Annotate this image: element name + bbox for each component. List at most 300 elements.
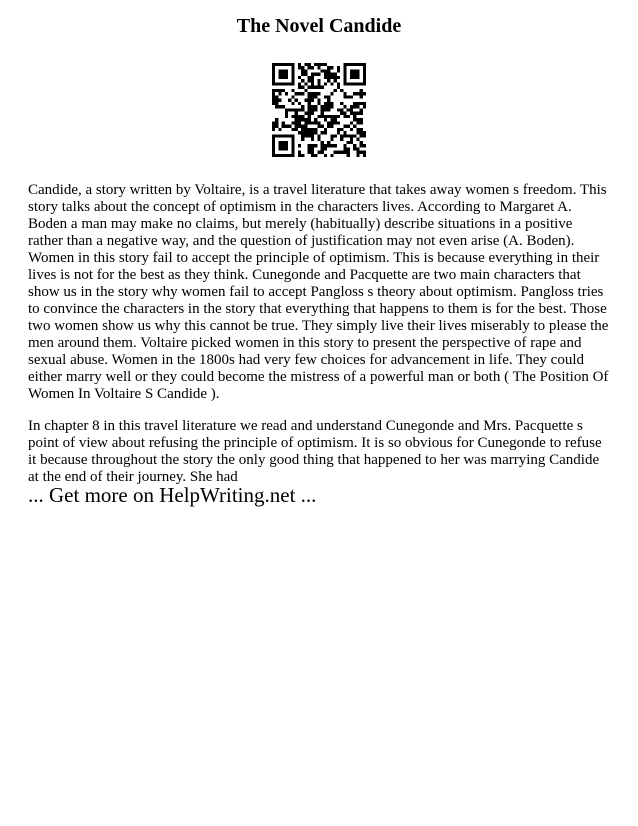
qr-module xyxy=(272,92,275,95)
qr-module xyxy=(347,125,350,128)
qr-module xyxy=(301,69,304,72)
qr-module xyxy=(314,95,317,98)
qr-module xyxy=(350,121,353,124)
qr-module xyxy=(321,86,324,89)
qr-module xyxy=(334,76,337,79)
qr-module xyxy=(350,138,353,141)
qr-module xyxy=(343,73,346,76)
qr-module xyxy=(343,112,346,115)
qr-module xyxy=(321,147,324,150)
qr-module xyxy=(308,128,311,131)
qr-module xyxy=(356,131,359,134)
qr-module xyxy=(327,79,330,82)
qr-module xyxy=(356,92,359,95)
qr-module xyxy=(272,63,275,66)
qr-module xyxy=(308,108,311,111)
qr-module xyxy=(334,89,337,92)
qr-module xyxy=(324,63,327,66)
qr-module xyxy=(298,92,301,95)
qr-module xyxy=(340,151,343,154)
qr-module xyxy=(350,141,353,144)
qr-module xyxy=(356,69,359,72)
document-title: The Novel Candide xyxy=(236,15,402,37)
qr-module xyxy=(363,92,366,95)
qr-module xyxy=(353,134,356,137)
get-more-link[interactable]: ... Get more on HelpWriting.net ... xyxy=(28,483,317,507)
qr-module xyxy=(301,138,304,141)
qr-module xyxy=(356,76,359,79)
qr-module xyxy=(288,99,291,102)
qr-module xyxy=(360,102,363,105)
qr-module xyxy=(301,92,304,95)
qr-module xyxy=(340,138,343,141)
qr-module xyxy=(311,92,314,95)
qr-module xyxy=(275,105,278,108)
qr-module xyxy=(330,66,333,69)
qr-module xyxy=(272,138,275,141)
qr-module xyxy=(360,118,363,121)
qr-module xyxy=(363,63,366,66)
qr-module xyxy=(334,151,337,154)
qr-module xyxy=(272,99,275,102)
qr-module xyxy=(363,151,366,154)
qr-module xyxy=(278,82,281,85)
qr-module xyxy=(340,108,343,111)
qr-module xyxy=(337,151,340,154)
qr-module xyxy=(340,134,343,137)
qr-module xyxy=(360,108,363,111)
qr-module xyxy=(291,66,294,69)
qr-module xyxy=(275,82,278,85)
qr-module xyxy=(291,69,294,72)
qr-module xyxy=(363,144,366,147)
qr-module xyxy=(311,112,314,115)
qr-module xyxy=(311,66,314,69)
qr-module xyxy=(291,138,294,141)
qr-module xyxy=(337,82,340,85)
qr-module xyxy=(295,99,298,102)
qr-module xyxy=(363,131,366,134)
qr-module xyxy=(353,118,356,121)
qr-module xyxy=(301,73,304,76)
qr-module xyxy=(334,79,337,82)
qr-module xyxy=(343,131,346,134)
qr-module xyxy=(347,134,350,137)
qr-module xyxy=(330,154,333,157)
qr-module xyxy=(337,69,340,72)
qr-module xyxy=(301,115,304,118)
qr-module xyxy=(282,154,285,157)
qr-module xyxy=(295,121,298,124)
qr-module xyxy=(334,73,337,76)
qr-module xyxy=(285,112,288,115)
qr-module xyxy=(314,92,317,95)
qr-module xyxy=(291,73,294,76)
qr-module xyxy=(360,121,363,124)
qr-module xyxy=(298,118,301,121)
qr-module xyxy=(282,134,285,137)
qr-module xyxy=(285,92,288,95)
qr-module xyxy=(356,154,359,157)
qr-module xyxy=(272,121,275,124)
qr-module xyxy=(272,147,275,150)
article-body xyxy=(28,182,610,501)
qr-module xyxy=(321,112,324,115)
qr-module xyxy=(317,82,320,85)
qr-module xyxy=(311,73,314,76)
qr-module xyxy=(314,108,317,111)
qr-module xyxy=(291,121,294,124)
qr-module xyxy=(282,121,285,124)
qr-module xyxy=(330,76,333,79)
qr-module xyxy=(337,66,340,69)
qr-module xyxy=(282,76,285,79)
qr-module xyxy=(278,63,281,66)
qr-module xyxy=(330,118,333,121)
qr-module xyxy=(356,128,359,131)
qr-module xyxy=(272,128,275,131)
qr-module xyxy=(291,151,294,154)
qr-module xyxy=(343,151,346,154)
qr-module xyxy=(327,144,330,147)
qr-module xyxy=(272,144,275,147)
qr-module xyxy=(285,134,288,137)
qr-module xyxy=(363,82,366,85)
qr-module xyxy=(314,121,317,124)
qr-module xyxy=(278,99,281,102)
qr-module xyxy=(324,95,327,98)
qr-module xyxy=(311,76,314,79)
qr-module xyxy=(353,73,356,76)
qr-module xyxy=(308,76,311,79)
qr-module xyxy=(291,141,294,144)
qr-module xyxy=(295,125,298,128)
qr-module xyxy=(324,144,327,147)
qr-module xyxy=(330,144,333,147)
qr-module xyxy=(288,82,291,85)
paragraph-2: In chapter 8 in this travel literature we read and understand Cunegonde and Mrs. Pacquette s point of view about refusing the principle of optimism. It is so obvious for Cunegonde to refuse it because throughout the story the only good thing that happened to her was marrying Candide at the end of their journey. She had xyxy=(28,418,602,485)
qr-module xyxy=(317,115,320,118)
qr-module xyxy=(343,66,346,69)
qr-module xyxy=(311,82,314,85)
qr-module xyxy=(304,73,307,76)
qr-module xyxy=(291,144,294,147)
qr-module xyxy=(308,115,311,118)
qr-module xyxy=(334,118,337,121)
qr-module xyxy=(308,118,311,121)
qr-module xyxy=(285,76,288,79)
qr-module xyxy=(311,105,314,108)
qr-module xyxy=(360,92,363,95)
qr-module xyxy=(275,154,278,157)
qr-module xyxy=(278,147,281,150)
qr-module xyxy=(324,118,327,121)
qr-module xyxy=(330,125,333,128)
qr-module xyxy=(275,63,278,66)
qr-module xyxy=(308,92,311,95)
qr-module xyxy=(317,99,320,102)
qr-module xyxy=(350,108,353,111)
qr-module xyxy=(347,141,350,144)
qr-module xyxy=(353,92,356,95)
qr-module xyxy=(360,131,363,134)
qr-module xyxy=(275,134,278,137)
qr-module xyxy=(278,92,281,95)
qr-module xyxy=(285,82,288,85)
qr-module xyxy=(291,79,294,82)
qr-module xyxy=(324,131,327,134)
qr-module xyxy=(356,73,359,76)
qr-module xyxy=(343,63,346,66)
qr-module xyxy=(272,154,275,157)
qr-module xyxy=(347,95,350,98)
qr-module xyxy=(330,92,333,95)
qr-module xyxy=(291,154,294,157)
qr-module xyxy=(353,115,356,118)
qr-module xyxy=(298,154,301,157)
qr-module xyxy=(282,141,285,144)
qr-module xyxy=(301,105,304,108)
qr-module xyxy=(308,99,311,102)
qr-module xyxy=(272,151,275,154)
qr-module xyxy=(340,102,343,105)
qr-module xyxy=(343,125,346,128)
qr-module xyxy=(311,144,314,147)
qr-module xyxy=(317,125,320,128)
qr-module xyxy=(285,147,288,150)
qr-module xyxy=(291,128,294,131)
qr-module xyxy=(301,134,304,137)
qr-module xyxy=(363,66,366,69)
qr-module xyxy=(327,102,330,105)
qr-module xyxy=(321,108,324,111)
qr-module xyxy=(278,105,281,108)
qr-module xyxy=(321,115,324,118)
qr-module xyxy=(272,82,275,85)
qr-module xyxy=(350,69,353,72)
qr-module xyxy=(317,92,320,95)
qr-module xyxy=(317,134,320,137)
qr-module xyxy=(298,151,301,154)
qr-module xyxy=(282,63,285,66)
qr-module xyxy=(311,128,314,131)
qr-module xyxy=(301,79,304,82)
qr-module xyxy=(304,131,307,134)
qr-module xyxy=(285,73,288,76)
qr-module xyxy=(327,121,330,124)
qr-module xyxy=(324,73,327,76)
qr-module xyxy=(288,63,291,66)
qr-module xyxy=(298,115,301,118)
qr-module xyxy=(298,102,301,105)
qr-module xyxy=(272,125,275,128)
qr-module xyxy=(278,69,281,72)
qr-module xyxy=(301,128,304,131)
qr-module xyxy=(360,82,363,85)
qr-module xyxy=(317,63,320,66)
qr-module xyxy=(298,131,301,134)
qr-module xyxy=(311,95,314,98)
qr-module xyxy=(291,63,294,66)
qr-module xyxy=(337,121,340,124)
qr-module xyxy=(308,121,311,124)
qr-module xyxy=(343,79,346,82)
qr-module xyxy=(301,154,304,157)
qr-module xyxy=(327,95,330,98)
qr-module xyxy=(275,118,278,121)
qr-module xyxy=(301,118,304,121)
qr-module xyxy=(343,147,346,150)
qr-module xyxy=(288,134,291,137)
qr-module xyxy=(285,125,288,128)
qr-module xyxy=(311,151,314,154)
qr-module xyxy=(298,63,301,66)
qr-module xyxy=(337,131,340,134)
qr-module xyxy=(327,108,330,111)
qr-module xyxy=(324,115,327,118)
qr-module xyxy=(334,121,337,124)
qr-module xyxy=(291,147,294,150)
qr-module xyxy=(360,141,363,144)
qr-module xyxy=(308,66,311,69)
qr-module xyxy=(285,69,288,72)
qr-module xyxy=(314,144,317,147)
qr-module xyxy=(334,115,337,118)
qr-module xyxy=(321,63,324,66)
qr-module xyxy=(353,125,356,128)
qr-module xyxy=(347,154,350,157)
qr-module xyxy=(350,76,353,79)
qr-module xyxy=(275,89,278,92)
qr-module xyxy=(285,144,288,147)
qr-module xyxy=(327,66,330,69)
qr-module xyxy=(308,147,311,150)
qr-module xyxy=(282,147,285,150)
qr-module xyxy=(308,79,311,82)
qr-module xyxy=(353,144,356,147)
qr-module xyxy=(347,82,350,85)
qr-module xyxy=(330,115,333,118)
qr-module xyxy=(285,115,288,118)
qr-module xyxy=(353,63,356,66)
qr-module xyxy=(295,112,298,115)
qr-module xyxy=(298,76,301,79)
qr-module xyxy=(304,118,307,121)
qr-module xyxy=(282,73,285,76)
qr-module xyxy=(311,86,314,89)
qr-module xyxy=(350,73,353,76)
qr-module xyxy=(337,108,340,111)
qr-module xyxy=(291,76,294,79)
qr-module xyxy=(337,115,340,118)
qr-module xyxy=(314,105,317,108)
qr-module xyxy=(321,144,324,147)
qr-module xyxy=(304,82,307,85)
qr-module xyxy=(321,131,324,134)
qr-module xyxy=(353,112,356,115)
qr-module xyxy=(363,76,366,79)
qr-module xyxy=(314,154,317,157)
qr-module xyxy=(272,102,275,105)
qr-module xyxy=(304,121,307,124)
qr-module xyxy=(350,105,353,108)
qr-module xyxy=(327,99,330,102)
qr-module xyxy=(317,151,320,154)
qr-module xyxy=(324,82,327,85)
qr-module xyxy=(301,131,304,134)
qr-module xyxy=(295,128,298,131)
qr-module xyxy=(308,86,311,89)
qr-module xyxy=(360,128,363,131)
qr-module xyxy=(340,112,343,115)
qr-module xyxy=(272,66,275,69)
qr-module xyxy=(330,82,333,85)
qr-module xyxy=(347,151,350,154)
qr-module xyxy=(350,128,353,131)
qr-module xyxy=(304,134,307,137)
qr-module xyxy=(356,121,359,124)
qr-module xyxy=(356,102,359,105)
qr-module xyxy=(324,108,327,111)
qr-module xyxy=(308,102,311,105)
qr-module xyxy=(275,95,278,98)
qr-module xyxy=(291,102,294,105)
qr-module xyxy=(356,118,359,121)
qr-module xyxy=(272,141,275,144)
qr-module xyxy=(353,76,356,79)
qr-module xyxy=(285,154,288,157)
qr-module xyxy=(272,134,275,137)
qr-module xyxy=(308,112,311,115)
qr-module xyxy=(288,108,291,111)
qr-module xyxy=(327,76,330,79)
qr-module xyxy=(350,63,353,66)
qr-module xyxy=(295,115,298,118)
qr-module xyxy=(291,108,294,111)
qr-module xyxy=(327,125,330,128)
qr-module xyxy=(311,121,314,124)
qr-module xyxy=(347,108,350,111)
qr-module xyxy=(327,105,330,108)
qr-module xyxy=(278,128,281,131)
qr-module xyxy=(278,89,281,92)
qr-module xyxy=(308,131,311,134)
qr-module xyxy=(317,102,320,105)
qr-module xyxy=(304,63,307,66)
qr-module xyxy=(282,144,285,147)
qr-module xyxy=(304,125,307,128)
qr-module xyxy=(360,112,363,115)
qr-module xyxy=(324,105,327,108)
qr-module xyxy=(317,138,320,141)
qr-module xyxy=(285,108,288,111)
qr-module xyxy=(356,112,359,115)
qr-module xyxy=(363,69,366,72)
qr-module xyxy=(343,115,346,118)
qr-module xyxy=(311,79,314,82)
qr-module xyxy=(343,144,346,147)
qr-code-graphic xyxy=(272,63,366,157)
qr-module xyxy=(356,151,359,154)
qr-module xyxy=(317,86,320,89)
qr-module xyxy=(353,69,356,72)
qr-module xyxy=(272,69,275,72)
qr-code-icon xyxy=(272,63,366,157)
qr-module xyxy=(353,102,356,105)
qr-module xyxy=(291,89,294,92)
qr-module xyxy=(308,95,311,98)
qr-module xyxy=(272,73,275,76)
